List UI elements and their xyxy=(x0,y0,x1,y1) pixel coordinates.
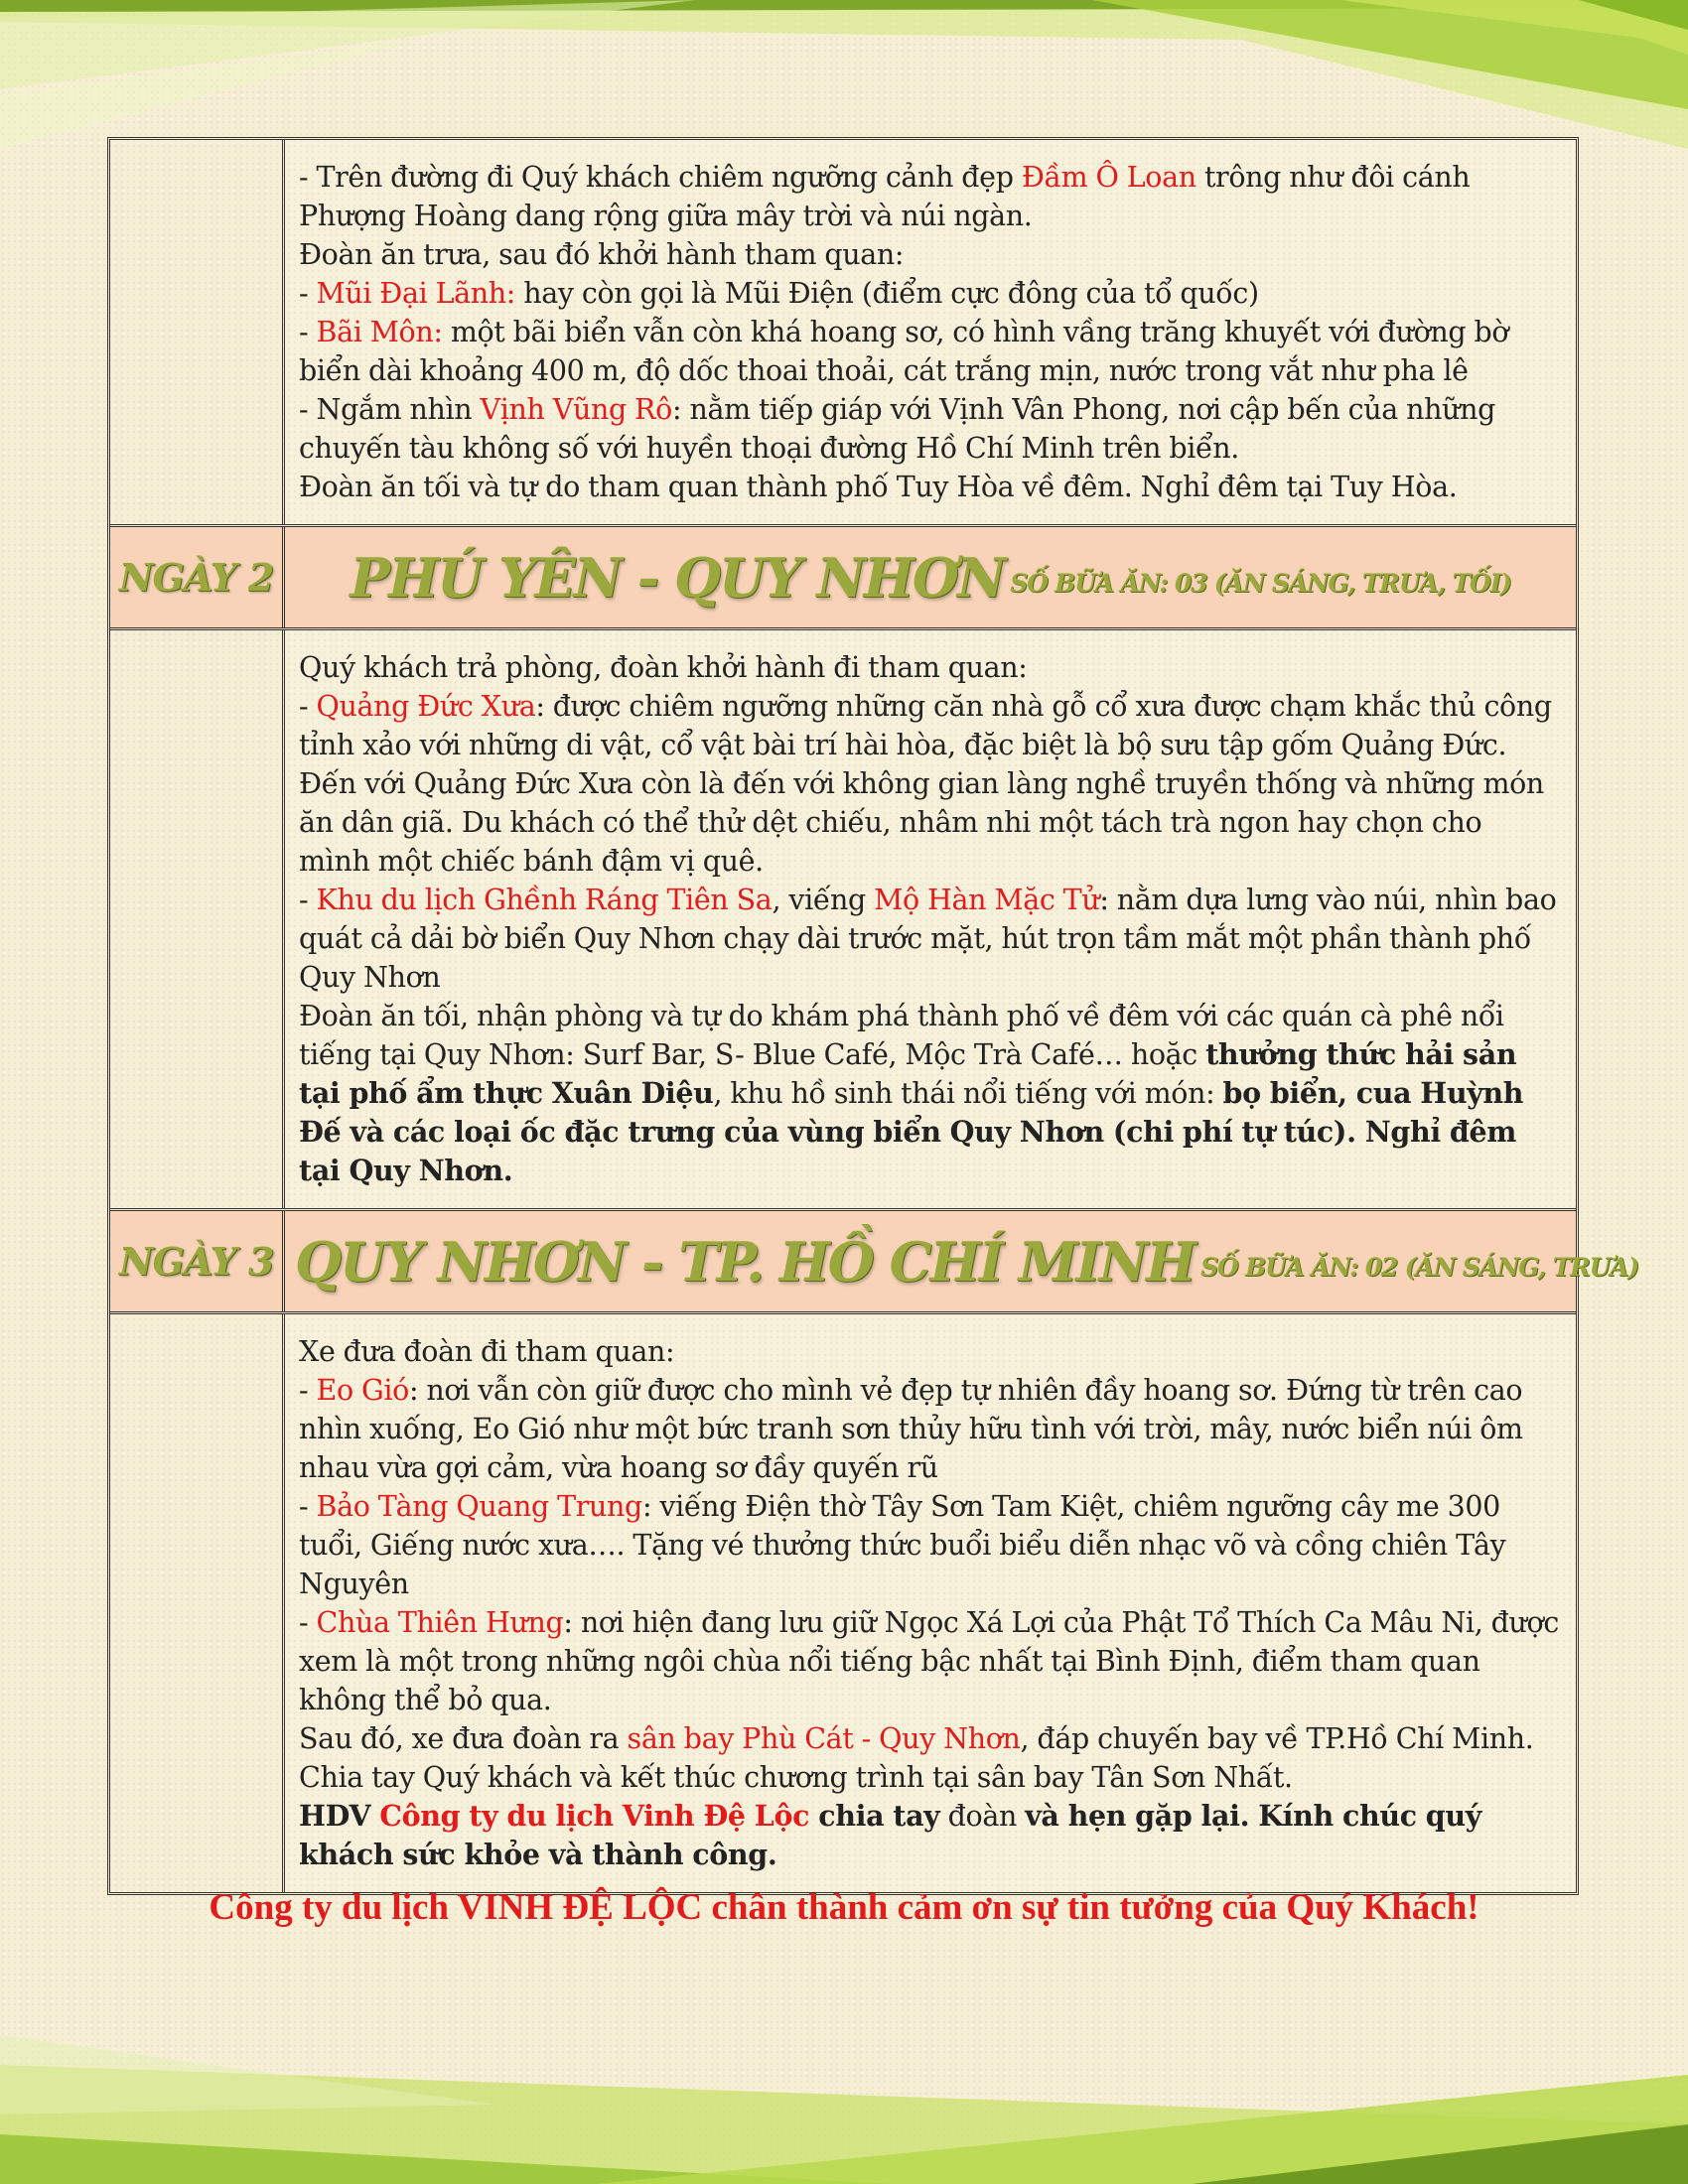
day1-content xyxy=(285,140,1576,524)
day3-farewell: Chia tay Quý khách và kết thúc chương trình tại sân bay Tân Sơn Nhất. xyxy=(299,1761,1293,1794)
day2-title: PHÚ YÊN - QUY NHƠN xyxy=(350,545,1005,610)
text: : nằm dựa lưng vào núi, nhìn bao quát cả dải bờ biển Quy Nhơn chạy dài trước mặt, hút trọn tầm mắt một phần thành phố Quy Nhơn xyxy=(299,884,1557,994)
day3-meals: SỐ BỮA ĂN: 02 (ĂN SÁNG, TRƯA) xyxy=(1200,1253,1638,1282)
bold-seafood: bọ biển, cua Huỳnh Đế và các loại ốc đặc trưng của vùng biển Quy Nhơn (chi phí tự túc). Nghỉ đêm tại Quy Nhơn. xyxy=(299,1076,1524,1187)
text: một bãi biển vẫn còn khá hoang sơ, có hình vầng trăng khuyết với đường bờ biển dài khoảng 400 m, độ dốc thoai thoải, cát trắng mịn, nước trong vắt như pha lê xyxy=(299,316,1509,387)
day3-title: QUY NHƠN - TP. HỒ CHÍ MINH xyxy=(295,1229,1196,1294)
text: trông như đôi cánh Phượng Hoàng dang rộng giữa mây trời và núi ngàn. xyxy=(299,161,1471,232)
day3-bao-tang xyxy=(299,1487,1560,1603)
day3-intro: Xe đưa đoàn đi tham quan: xyxy=(299,1335,675,1368)
text: - Ngắm nhìn xyxy=(299,393,481,426)
day2-content xyxy=(285,630,1576,1208)
day3-label-cell xyxy=(110,1211,285,1311)
highlight-vinh-vung-ro: Vịnh Vũng Rô xyxy=(480,393,672,426)
day3-airport xyxy=(299,1719,1560,1758)
day3-content xyxy=(285,1314,1576,1892)
bold-hdv: HDV xyxy=(299,1799,380,1833)
thank-you-message: Công ty du lịch VINH ĐỆ LỘC chân thành cảm ơn sự tin tưởng của Quý Khách! xyxy=(209,1887,1479,1928)
highlight-eo-gio: Eo Gió xyxy=(316,1374,409,1407)
bold-wishes: và hẹn gặp lại. Kính chúc quý khách sức khỏe và thành công. xyxy=(299,1799,1481,1871)
highlight-mo-han-mac-tu: Mộ Hàn Mặc Tử xyxy=(874,884,1100,916)
day2-empty-cell xyxy=(110,630,285,1208)
itinerary-table xyxy=(107,137,1638,1895)
text: - xyxy=(299,1606,317,1639)
day3-title-cell xyxy=(285,1211,1648,1311)
day2-label-cell xyxy=(110,527,285,627)
day2-content-row xyxy=(110,630,1576,1211)
text: - xyxy=(299,884,317,916)
text: : nơi vẫn còn giữ được cho mình vẻ đẹp tự nhiên đầy hoang sơ. Đứng từ trên cao nhìn xuống, Eo Gió như một bức tranh sơn thủy hữu tình với trời, mây, nước biển núi ôm nhau vừa gợi cảm, vừa hoang sơ đầy quyến rũ xyxy=(299,1374,1523,1484)
day2-ghenh-rang xyxy=(299,881,1560,997)
text: , viếng xyxy=(772,884,875,916)
highlight-quang-duc-xua: Quảng Đức Xưa xyxy=(316,690,536,723)
text: hay còn gọi là Mũi Điện (điểm cực đông của tổ quốc) xyxy=(515,277,1259,310)
day1-paragraph-o-loan xyxy=(299,158,1560,235)
day1-lunch: Đoàn ăn trưa, sau đó khởi hành tham quan: xyxy=(299,238,905,271)
day2-header-row xyxy=(110,527,1576,630)
text: - xyxy=(299,277,317,310)
text: : nơi hiện đang lưu giữ Ngọc Xá Lợi của Phật Tổ Thích Ca Mâu Ni, được xem là một trong những ngôi chùa nổi tiếng bậc nhất tại Bình Định, điểm tham quan không thể bỏ qua. xyxy=(299,1606,1559,1716)
day2-checkout: Quý khách trả phòng, đoàn khởi hành đi tham quan: xyxy=(299,651,1028,684)
day3-eo-gio xyxy=(299,1371,1560,1487)
top-decoration xyxy=(0,0,1688,149)
highlight-ghenh-rang: Khu du lịch Ghềnh Ráng Tiên Sa xyxy=(316,884,773,916)
bold-xuan-dieu: thưởng thức hải sản tại phố ẩm thực Xuân Diệu xyxy=(299,1037,1517,1110)
day3-empty-cell xyxy=(110,1314,285,1892)
text: Đoàn ăn tối, nhận phòng và tự do khám phá thành phố về đêm với các quán cà phê nổi tiếng tại Quy Nhơn: Surf Bar, S- Blue Café, Mộc Trà Café… hoặc xyxy=(299,1000,1504,1071)
day2-title-cell xyxy=(285,527,1576,627)
day3-label: NGÀY 3 xyxy=(118,1239,274,1284)
text: : nằm tiếp giáp với Vịnh Vân Phong, nơi cập bến của những chuyến tàu không số với huyền thoại đường Hồ Chí Minh trên biển. xyxy=(299,393,1496,465)
text: Sau đó, xe đưa đoàn ra xyxy=(299,1722,628,1755)
highlight-chua-thien-hung: Chùa Thiên Hưng xyxy=(316,1606,564,1639)
day3-chua-thien-hung xyxy=(299,1603,1560,1719)
day2-quang-duc-xua xyxy=(299,687,1560,881)
highlight-bao-tang-quang-trung: Bảo Tàng Quang Trung xyxy=(316,1490,642,1523)
day3-content-row xyxy=(110,1314,1576,1892)
day3-header-row xyxy=(110,1211,1638,1314)
highlight-dam-o-loan: Đầm Ô Loan xyxy=(1021,161,1196,194)
text: , khu hồ sinh thái nổi tiếng với món: xyxy=(713,1077,1223,1110)
day2-meals: SỐ BỮA ĂN: 03 (ĂN SÁNG, TRƯA, TỐI) xyxy=(1010,569,1511,598)
bottom-decoration xyxy=(0,1995,1688,2184)
text: đoàn xyxy=(939,1800,1026,1833)
text: , đáp chuyến bay về TP.Hồ Chí Minh. xyxy=(1020,1722,1534,1755)
text: - xyxy=(299,1374,317,1407)
day3-closing xyxy=(299,1797,1560,1874)
day1-bai-mon xyxy=(299,313,1560,390)
day2-label: NGÀY 2 xyxy=(118,555,274,600)
day1-empty-cell xyxy=(110,140,285,524)
text: - xyxy=(299,316,317,348)
highlight-bai-mon: Bãi Môn: xyxy=(316,316,443,348)
bold-chia-tay: chia tay xyxy=(809,1799,940,1833)
day1-mui-dai-lanh xyxy=(299,274,1560,313)
day1-content-row xyxy=(110,140,1576,527)
highlight-company-name: Công ty du lịch Vinh Đệ Lộc xyxy=(379,1799,810,1833)
day1-dinner: Đoàn ăn tối và tự do tham quan thành phố Tuy Hòa về đêm. Nghỉ đêm tại Tuy Hòa. xyxy=(299,471,1458,503)
text: : viếng Điện thờ Tây Sơn Tam Kiệt, chiêm ngưỡng cây me 300 tuổi, Giếng nước xưa…. Tặng vé thưởng thức buổi biểu diễn nhạc võ và cồng chiên Tây Nguyên xyxy=(299,1490,1506,1600)
highlight-phu-cat-airport: sân bay Phù Cát - Quy Nhơn xyxy=(627,1722,1021,1755)
day2-dinner xyxy=(299,997,1560,1190)
text: - xyxy=(299,690,317,723)
day1-vung-ro xyxy=(299,390,1560,468)
text: : được chiêm ngưỡng những căn nhà gỗ cổ xưa được chạm khắc thủ công tỉnh xảo với những di vật, cổ vật bài trí hài hòa, đặc biệt là bộ sưu tập gốm Quảng Đức. Đến với Quảng Đức Xưa còn là đến với không gian làng nghề truyền thống và những món ăn dân giã. Du khách có thể thử dệt chiếu, nhâm nhi một tách trà ngon hay chọn cho mình một chiếc bánh đậm vị quê. xyxy=(299,690,1552,878)
text: - Trên đường đi Quý khách chiêm ngưỡng cảnh đẹp xyxy=(299,161,1022,194)
text: - xyxy=(299,1490,317,1523)
highlight-mui-dai-lanh: Mũi Đại Lãnh: xyxy=(316,277,516,310)
